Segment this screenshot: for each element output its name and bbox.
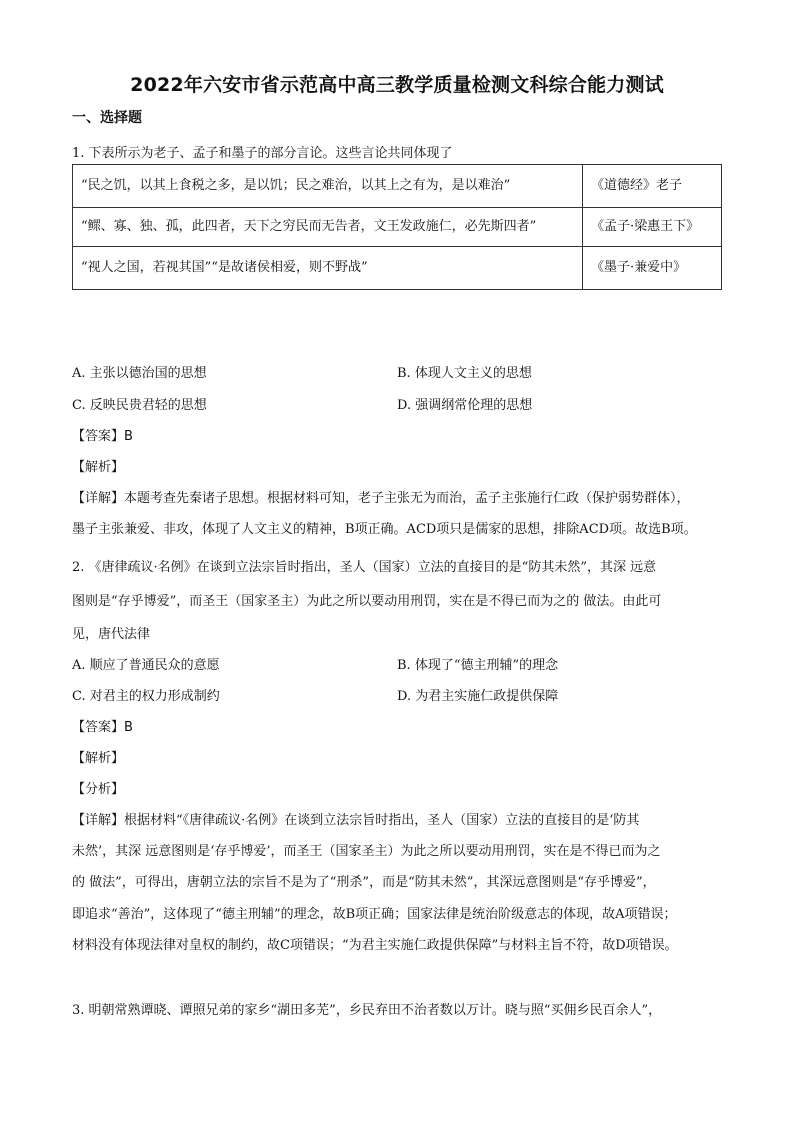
q2-option-a: A. 顺应了普通民众的意愿 bbox=[72, 658, 220, 673]
q1-stem: 1. 下表所示为老子、孟子和墨子的部分言论。这些言论共同体现了 bbox=[72, 146, 453, 161]
q1-option-a: A. 主张以德治国的思想 bbox=[72, 366, 207, 381]
quote-cell: “视人之国，若视其国”“是故诸侯相爱，则不野战” bbox=[73, 247, 583, 290]
q2-detail-line: 的 做法”，可得出，唐朝立法的宗旨不是为了“刑杀”，而是“防其未然”，其深远意图则是“存乎博爱”， bbox=[72, 875, 656, 890]
q2-option-c: C. 对君主的权力形成制约 bbox=[72, 689, 220, 704]
source-cell: 《墨子·兼爱中》 bbox=[583, 247, 722, 290]
q2-answer: 【答案】B bbox=[72, 720, 133, 735]
q2-stem-line: 2. 《唐律疏议·名例》在谈到立法宗旨时指出，圣人（国家）立法的直接目的是“防其未然”，其深 远意 bbox=[72, 560, 657, 575]
table-row bbox=[73, 165, 722, 208]
q2-detail-line: 未然’，其深 远意图则是‘存乎博爱’，而圣王（国家圣主）为此之所以要动用刑罚，实在是不得已而为之 bbox=[72, 844, 661, 859]
q2-stem-line: 见，唐代法律 bbox=[72, 627, 151, 642]
q2-option-b: B. 体现了“德主刑辅”的理念 bbox=[397, 658, 559, 673]
q1-detail-line: 【详解】本题考查先秦诸子思想。根据材料可知，老子主张无为而治，孟子主张施行仁政（保护弱势群体）， bbox=[72, 491, 690, 506]
quote-cell: “鳏、寡、独、孤，此四者，天下之穷民而无告者，文王发政施仁，必先斯四者” bbox=[73, 208, 583, 247]
table-row bbox=[73, 247, 722, 290]
q1-option-c: C. 反映民贵君轻的思想 bbox=[72, 398, 207, 413]
q2-detail-line: 材料没有体现法律对皇权的制约，故C项错误；“为君主实施仁政提供保障”与材料主旨不符，故D项错误。 bbox=[72, 938, 678, 953]
source-cell: 《道德经》老子 bbox=[583, 165, 722, 208]
q1-answer: 【答案】B bbox=[72, 429, 133, 444]
q3-stem-line: 3. 明朝常熟谭晓、谭照兄弟的家乡“湖田多芜”，乡民弃田不治者数以万计。晓与照“买佣乡民百余人”， bbox=[72, 1003, 662, 1018]
source-cell: 《孟子·梁惠王下》 bbox=[583, 208, 722, 247]
quote-cell: “民之饥，以其上食税之多，是以饥；民之难治，以其上之有为，是以难治” bbox=[73, 165, 583, 208]
q2-fenxi-label: 【分析】 bbox=[72, 782, 125, 797]
q1-detail-line: 墨子主张兼爱、非攻，体现了人文主义的精神，B项正确。ACD项只是儒家的思想，排除ACD项。故选B项。 bbox=[72, 522, 697, 537]
table-row bbox=[73, 208, 722, 247]
q2-option-d: D. 为君主实施仁政提供保障 bbox=[397, 689, 559, 704]
q1-option-d: D. 强调纲常伦理的思想 bbox=[397, 398, 533, 413]
q2-detail-line: 即追求“善治”，这体现了“德主刑辅”的理念，故B项正确；国家法律是统治阶级意志的体现，故A项错误； bbox=[72, 907, 677, 922]
q1-analysis-label: 【解析】 bbox=[72, 460, 125, 475]
q2-detail-line: 【详解】根据材料“《唐律疏议·名例》在谈到立法宗旨时指出，圣人（国家）立法的直接目的是‘防其 bbox=[72, 813, 640, 828]
page-title: 2022年六安市省示范高中高三教学质量检测文科综合能力测试 bbox=[130, 74, 664, 96]
q2-stem-line: 图则是“存乎博爱”，而圣王（国家圣主）为此之所以要动用刑罚，实在是不得已而为之的 做法。由此可 bbox=[72, 594, 662, 609]
q2-analysis-label: 【解析】 bbox=[72, 751, 125, 766]
q1-option-b: B. 体现人文主义的思想 bbox=[397, 366, 532, 381]
section-heading: 一、选择题 bbox=[72, 110, 142, 126]
q1-quote-table bbox=[72, 164, 722, 290]
